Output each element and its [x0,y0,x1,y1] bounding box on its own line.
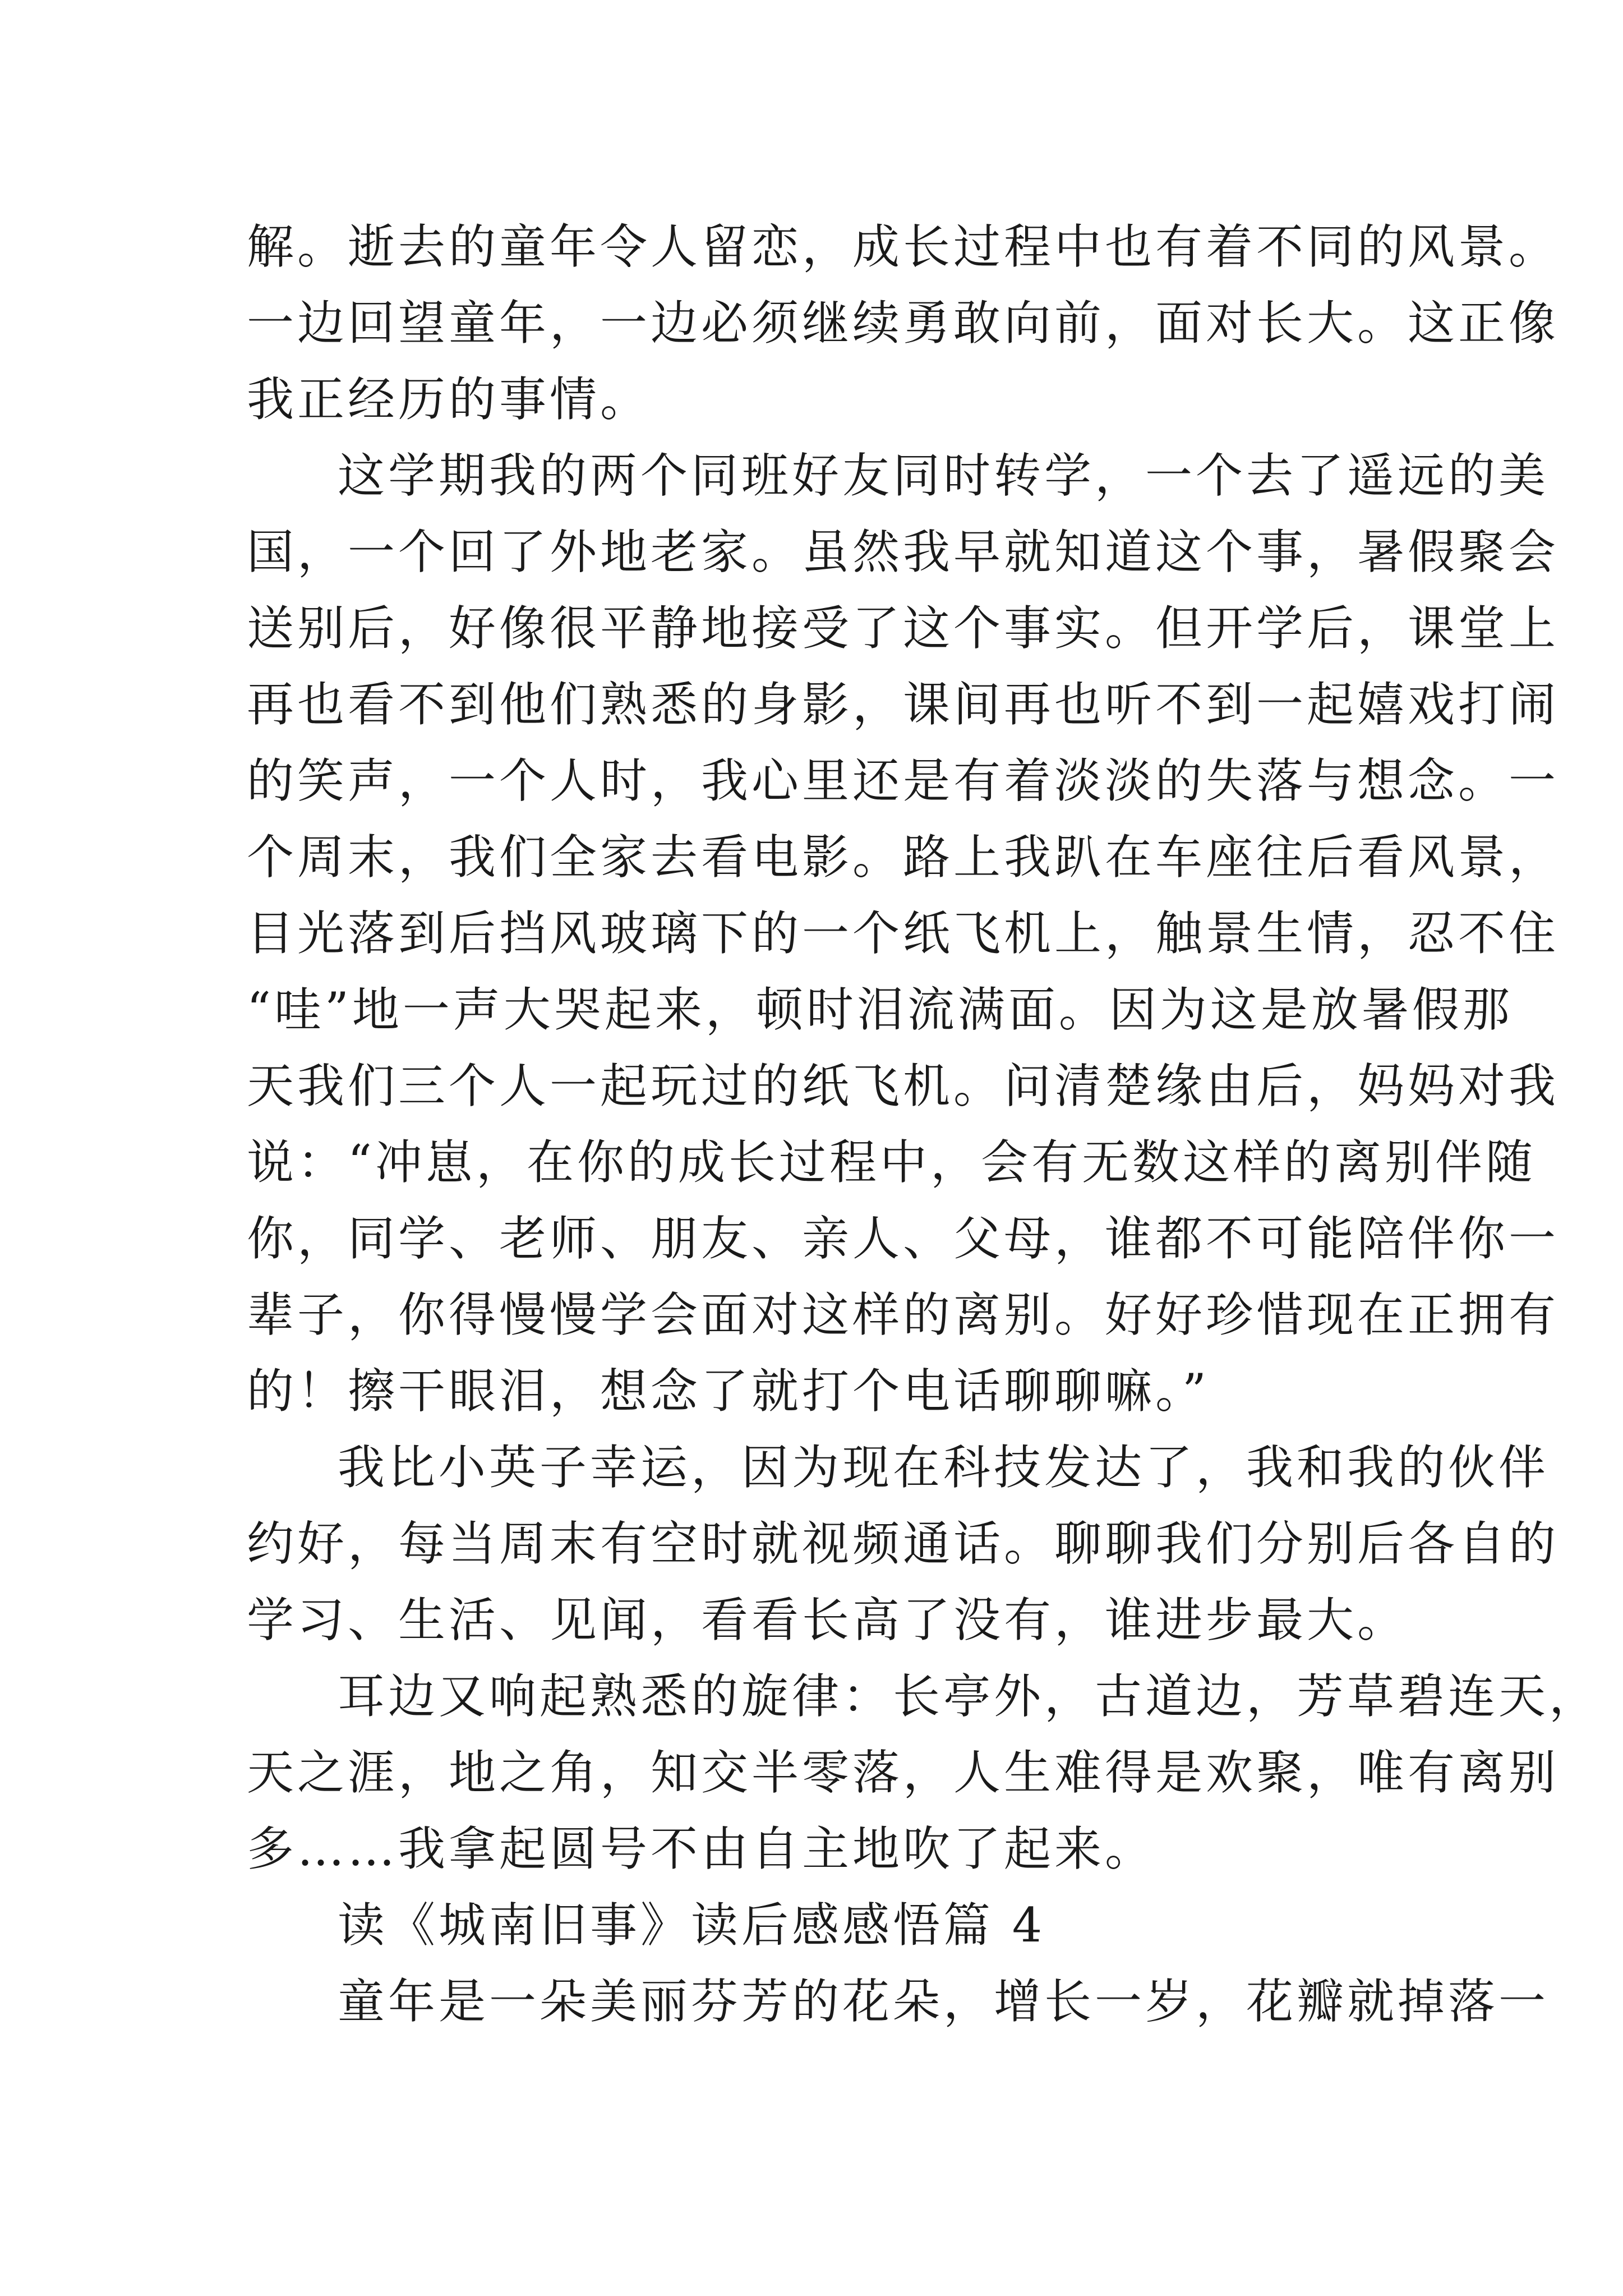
text-line: 个周末，我们全家去看电影。路上我趴在车座往后看风景， [247,830,1560,885]
text-line: 天我们三个人一起玩过的纸飞机。问清楚缘由后，妈妈对我 [247,1059,1560,1114]
text-line: 目光落到后挡风玻璃下的一个纸飞机上，触景生情，忍不住 [247,906,1560,961]
text-line: “哇”地一声大哭起来，顿时泪流满面。因为这是放暑假那 [247,982,1513,1037]
text-line: 送别后，好像很平静地接受了这个事实。但开学后，课堂上 [247,601,1560,656]
text-line: 国，一个回了外地老家。虽然我早就知道这个事，暑假聚会 [247,524,1560,579]
text-line: 天之涯，地之角，知交半零落，人生难得是欢聚，唯有离别 [247,1745,1560,1800]
text-line: 说：“冲崽，在你的成长过程中，会有无数这样的离别伴随 [247,1135,1536,1190]
text-line: 读《城南旧事》读后感感悟篇 4 [338,1898,1046,1953]
text-line: 多……我拿起圆号不由自主地吹了起来。 [247,1821,1156,1876]
text-line: 的！擦干眼泪，想念了就打个电话聊聊嘛。” [247,1364,1210,1419]
text-line: 一边回望童年，一边必须继续勇敢向前，面对长大。这正像 [247,296,1560,351]
text-line: 我比小英子幸运，因为现在科技发达了，我和我的伙伴 [338,1440,1550,1495]
text-line: 学习、生活、见闻，看看长高了没有，谁进步最大。 [247,1593,1408,1648]
text-line: 约好，每当周末有空时就视频通话。聊聊我们分别后各自的 [247,1516,1560,1571]
text-line: 解。逝去的童年令人留恋，成长过程中也有着不同的风景。 [247,219,1560,274]
text-line: 童年是一朵美丽芬芳的花朵，增长一岁，花瓣就掉落一 [338,1974,1550,2029]
text-line: 再也看不到他们熟悉的身影，课间再也听不到一起嬉戏打闹 [247,677,1560,732]
text-line: 你，同学、老师、朋友、亲人、父母，谁都不可能陪伴你一 [247,1211,1560,1266]
text-line: 耳边又响起熟悉的旋律：长亭外，古道边，芳草碧连天， [338,1669,1600,1724]
body-text [247,209,1600,2040]
text-line: 我正经历的事情。 [247,372,651,427]
text-line: 的笑声，一个人时，我心里还是有着淡淡的失落与想念。一 [247,753,1560,808]
text-line: 这学期我的两个同班好友同时转学，一个去了遥远的美 [338,448,1550,503]
text-line: 辈子，你得慢慢学会面对这样的离别。好好珍惜现在正拥有 [247,1287,1560,1342]
